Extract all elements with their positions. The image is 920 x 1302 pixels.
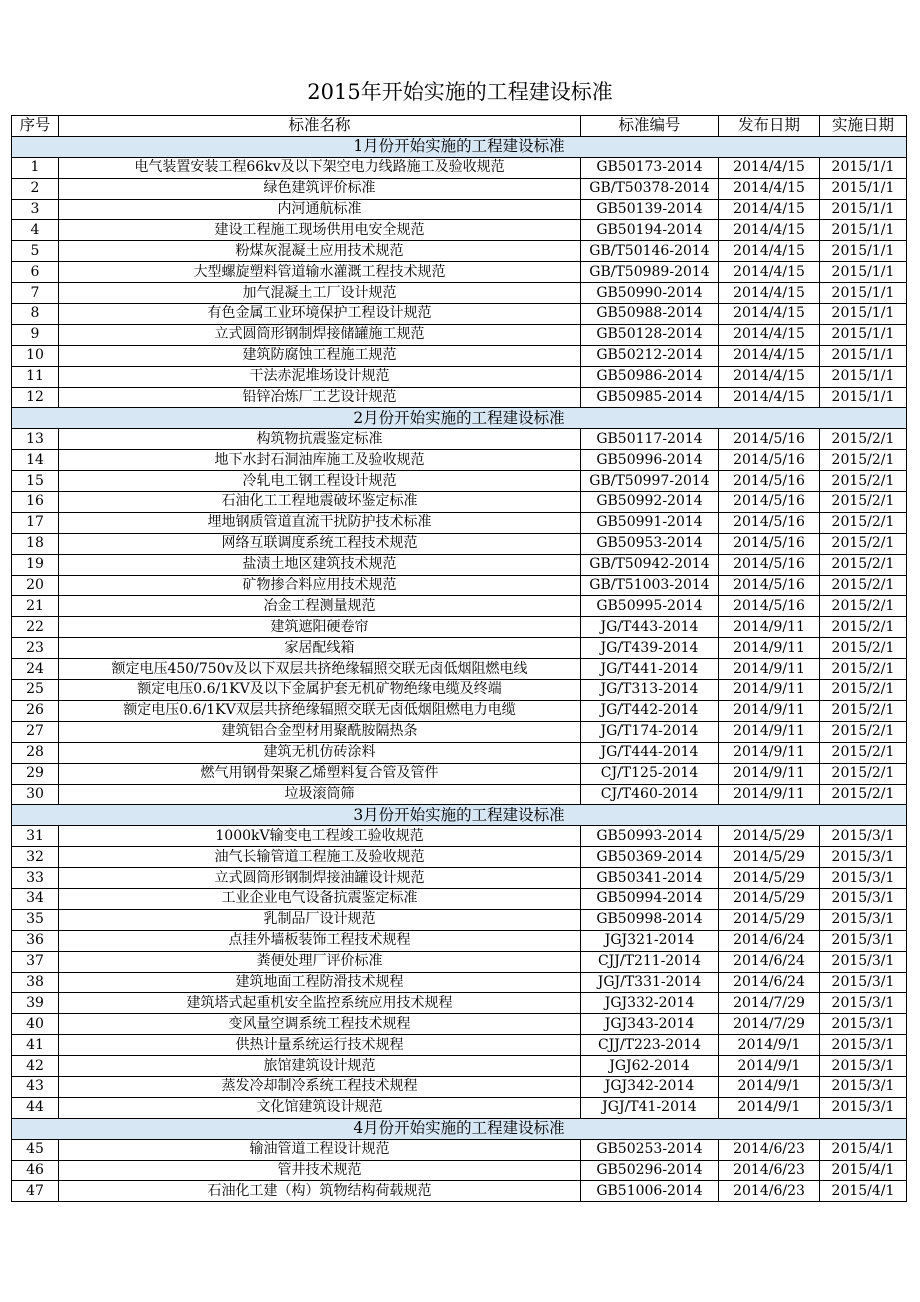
code-cell: CJJ/T223-2014 xyxy=(581,1035,719,1056)
effective-date-cell: 2015/3/1 xyxy=(820,1035,907,1056)
name-cell: 工业企业电气设备抗震鉴定标准 xyxy=(59,888,581,909)
serial-cell: 6 xyxy=(12,262,59,283)
code-cell: GB50991-2014 xyxy=(581,512,719,533)
code-cell: GB50194-2014 xyxy=(581,220,719,241)
effective-date-cell: 2015/2/1 xyxy=(820,680,907,701)
publish-date-cell: 2014/9/11 xyxy=(719,721,820,742)
serial-cell: 37 xyxy=(12,951,59,972)
section-header-row xyxy=(12,1118,907,1139)
code-cell: GB/T50146-2014 xyxy=(581,241,719,262)
name-cell: 粪便处理厂评价标准 xyxy=(59,951,581,972)
effective-date-cell: 2015/3/1 xyxy=(820,1056,907,1077)
serial-cell: 28 xyxy=(12,742,59,763)
effective-date-cell: 2015/1/1 xyxy=(820,387,907,408)
name-cell: 构筑物抗震鉴定标准 xyxy=(59,429,581,450)
code-cell: JGJ342-2014 xyxy=(581,1076,719,1097)
publish-date-cell: 2014/9/1 xyxy=(719,1035,820,1056)
name-cell: 额定电压450/750v及以下双层共挤绝缘辐照交联无卤低烟阻燃电线 xyxy=(59,659,581,680)
table-row xyxy=(12,638,907,659)
table-row xyxy=(12,1097,907,1118)
code-cell: GB/T50997-2014 xyxy=(581,471,719,492)
effective-date-cell: 2015/3/1 xyxy=(820,993,907,1014)
header-name: 标准名称 xyxy=(59,116,581,137)
effective-date-cell: 2015/3/1 xyxy=(820,930,907,951)
table-row xyxy=(12,1076,907,1097)
effective-date-cell: 2015/2/1 xyxy=(820,700,907,721)
publish-date-cell: 2014/5/16 xyxy=(719,533,820,554)
table-row xyxy=(12,888,907,909)
name-cell: 盐渍土地区建筑技术规范 xyxy=(59,554,581,575)
name-cell: 矿物掺合料应用技术规范 xyxy=(59,575,581,596)
name-cell: 点挂外墙板装饰工程技术规程 xyxy=(59,930,581,951)
table-row xyxy=(12,262,907,283)
table-row xyxy=(12,1056,907,1077)
header-serial: 序号 xyxy=(12,116,59,137)
effective-date-cell: 2015/3/1 xyxy=(820,888,907,909)
serial-cell: 43 xyxy=(12,1076,59,1097)
code-cell: JG/T442-2014 xyxy=(581,700,719,721)
publish-date-cell: 2014/5/16 xyxy=(719,492,820,513)
name-cell: 粉煤灰混凝土应用技术规范 xyxy=(59,241,581,262)
effective-date-cell: 2015/2/1 xyxy=(820,429,907,450)
name-cell: 额定电压0.6/1KV及以下金属护套无机矿物绝缘电缆及终端 xyxy=(59,680,581,701)
code-cell: JG/T441-2014 xyxy=(581,659,719,680)
table-row xyxy=(12,304,907,325)
serial-cell: 29 xyxy=(12,763,59,784)
table-row xyxy=(12,178,907,199)
code-cell: JGJ/T331-2014 xyxy=(581,972,719,993)
publish-date-cell: 2014/6/24 xyxy=(719,972,820,993)
code-cell: GB50369-2014 xyxy=(581,847,719,868)
serial-cell: 44 xyxy=(12,1097,59,1118)
name-cell: 建筑塔式起重机安全监控系统应用技术规程 xyxy=(59,993,581,1014)
name-cell: 建设工程施工现场供用电安全规范 xyxy=(59,220,581,241)
effective-date-cell: 2015/3/1 xyxy=(820,868,907,889)
code-cell: JGJ332-2014 xyxy=(581,993,719,1014)
effective-date-cell: 2015/1/1 xyxy=(820,199,907,220)
code-cell: GB50996-2014 xyxy=(581,450,719,471)
table-row xyxy=(12,909,907,930)
section-title: 3月份开始实施的工程建设标准 xyxy=(12,805,907,826)
section-title: 4月份开始实施的工程建设标准 xyxy=(12,1118,907,1139)
serial-cell: 4 xyxy=(12,220,59,241)
code-cell: GB/T50942-2014 xyxy=(581,554,719,575)
publish-date-cell: 2014/4/15 xyxy=(719,387,820,408)
serial-cell: 18 xyxy=(12,533,59,554)
code-cell: JG/T444-2014 xyxy=(581,742,719,763)
publish-date-cell: 2014/9/11 xyxy=(719,763,820,784)
publish-date-cell: 2014/6/23 xyxy=(719,1160,820,1181)
table-row xyxy=(12,659,907,680)
publish-date-cell: 2014/5/29 xyxy=(719,868,820,889)
publish-date-cell: 2014/5/29 xyxy=(719,909,820,930)
serial-cell: 20 xyxy=(12,575,59,596)
table-row xyxy=(12,763,907,784)
code-cell: JGJ/T41-2014 xyxy=(581,1097,719,1118)
serial-cell: 38 xyxy=(12,972,59,993)
effective-date-cell: 2015/2/1 xyxy=(820,784,907,805)
code-cell: GB50341-2014 xyxy=(581,868,719,889)
publish-date-cell: 2014/6/23 xyxy=(719,1139,820,1160)
code-cell: GB50128-2014 xyxy=(581,324,719,345)
effective-date-cell: 2015/1/1 xyxy=(820,241,907,262)
code-cell: JG/T439-2014 xyxy=(581,638,719,659)
name-cell: 石油化工工程地震破坏鉴定标准 xyxy=(59,492,581,513)
publish-date-cell: 2014/9/11 xyxy=(719,680,820,701)
serial-cell: 2 xyxy=(12,178,59,199)
effective-date-cell: 2015/2/1 xyxy=(820,492,907,513)
effective-date-cell: 2015/1/1 xyxy=(820,324,907,345)
name-cell: 建筑铝合金型材用聚酰胺隔热条 xyxy=(59,721,581,742)
serial-cell: 21 xyxy=(12,596,59,617)
effective-date-cell: 2015/2/1 xyxy=(820,596,907,617)
table-row xyxy=(12,324,907,345)
effective-date-cell: 2015/3/1 xyxy=(820,909,907,930)
table-row xyxy=(12,157,907,178)
table-row xyxy=(12,241,907,262)
name-cell: 供热计量系统运行技术规程 xyxy=(59,1035,581,1056)
name-cell: 输油管道工程设计规范 xyxy=(59,1139,581,1160)
effective-date-cell: 2015/4/1 xyxy=(820,1181,907,1202)
table-row xyxy=(12,387,907,408)
code-cell: JG/T313-2014 xyxy=(581,680,719,701)
name-cell: 建筑地面工程防滑技术规程 xyxy=(59,972,581,993)
effective-date-cell: 2015/4/1 xyxy=(820,1139,907,1160)
serial-cell: 34 xyxy=(12,888,59,909)
code-cell: GB51006-2014 xyxy=(581,1181,719,1202)
serial-cell: 30 xyxy=(12,784,59,805)
name-cell: 1000kV输变电工程竣工验收规范 xyxy=(59,826,581,847)
effective-date-cell: 2015/2/1 xyxy=(820,471,907,492)
publish-date-cell: 2014/9/11 xyxy=(719,638,820,659)
page-title: 2015年开始实施的工程建设标准 xyxy=(307,80,613,104)
serial-cell: 45 xyxy=(12,1139,59,1160)
code-cell: JGJ343-2014 xyxy=(581,1014,719,1035)
publish-date-cell: 2014/9/11 xyxy=(719,617,820,638)
effective-date-cell: 2015/1/1 xyxy=(820,157,907,178)
publish-date-cell: 2014/6/24 xyxy=(719,930,820,951)
effective-date-cell: 2015/4/1 xyxy=(820,1160,907,1181)
table-row xyxy=(12,951,907,972)
publish-date-cell: 2014/4/15 xyxy=(719,324,820,345)
publish-date-cell: 2014/4/15 xyxy=(719,262,820,283)
header-publish-date: 发布日期 xyxy=(719,116,820,137)
publish-date-cell: 2014/4/15 xyxy=(719,304,820,325)
table-row xyxy=(12,429,907,450)
serial-cell: 8 xyxy=(12,304,59,325)
name-cell: 建筑无机仿砖涂料 xyxy=(59,742,581,763)
section-title: 2月份开始实施的工程建设标准 xyxy=(12,408,907,429)
code-cell: JG/T443-2014 xyxy=(581,617,719,638)
publish-date-cell: 2014/5/29 xyxy=(719,847,820,868)
publish-date-cell: 2014/4/15 xyxy=(719,199,820,220)
header-code: 标准编号 xyxy=(581,116,719,137)
serial-cell: 7 xyxy=(12,283,59,304)
code-cell: GB/T51003-2014 xyxy=(581,575,719,596)
name-cell: 管井技术规范 xyxy=(59,1160,581,1181)
serial-cell: 31 xyxy=(12,826,59,847)
serial-cell: 23 xyxy=(12,638,59,659)
table-row xyxy=(12,1139,907,1160)
effective-date-cell: 2015/2/1 xyxy=(820,575,907,596)
code-cell: GB50988-2014 xyxy=(581,304,719,325)
serial-cell: 27 xyxy=(12,721,59,742)
code-cell: GB50139-2014 xyxy=(581,199,719,220)
effective-date-cell: 2015/2/1 xyxy=(820,638,907,659)
table-row xyxy=(12,575,907,596)
code-cell: GB50253-2014 xyxy=(581,1139,719,1160)
code-cell: GB/T50989-2014 xyxy=(581,262,719,283)
table-row xyxy=(12,930,907,951)
code-cell: GB50212-2014 xyxy=(581,345,719,366)
publish-date-cell: 2014/9/11 xyxy=(719,700,820,721)
publish-date-cell: 2014/9/11 xyxy=(719,659,820,680)
standards-table xyxy=(11,115,907,1202)
table-row xyxy=(12,345,907,366)
effective-date-cell: 2015/2/1 xyxy=(820,533,907,554)
publish-date-cell: 2014/4/15 xyxy=(719,220,820,241)
code-cell: GB50994-2014 xyxy=(581,888,719,909)
effective-date-cell: 2015/1/1 xyxy=(820,178,907,199)
serial-cell: 11 xyxy=(12,366,59,387)
code-cell: GB50990-2014 xyxy=(581,283,719,304)
publish-date-cell: 2014/5/29 xyxy=(719,826,820,847)
code-cell: GB50998-2014 xyxy=(581,909,719,930)
table-row xyxy=(12,847,907,868)
table-row xyxy=(12,784,907,805)
table-row xyxy=(12,868,907,889)
serial-cell: 13 xyxy=(12,429,59,450)
table-row xyxy=(12,1160,907,1181)
name-cell: 额定电压0.6/1KV双层共挤绝缘辐照交联无卤低烟阻燃电力电缆 xyxy=(59,700,581,721)
table-row xyxy=(12,1035,907,1056)
code-cell: GB50986-2014 xyxy=(581,366,719,387)
name-cell: 加气混凝土工厂设计规范 xyxy=(59,283,581,304)
name-cell: 变风量空调系统工程技术规程 xyxy=(59,1014,581,1035)
serial-cell: 24 xyxy=(12,659,59,680)
publish-date-cell: 2014/4/15 xyxy=(719,283,820,304)
serial-cell: 14 xyxy=(12,450,59,471)
name-cell: 旅馆建筑设计规范 xyxy=(59,1056,581,1077)
code-cell: GB50995-2014 xyxy=(581,596,719,617)
table-row xyxy=(12,554,907,575)
code-cell: JGJ62-2014 xyxy=(581,1056,719,1077)
name-cell: 家居配线箱 xyxy=(59,638,581,659)
table-row xyxy=(12,450,907,471)
serial-cell: 5 xyxy=(12,241,59,262)
publish-date-cell: 2014/5/16 xyxy=(719,596,820,617)
publish-date-cell: 2014/4/15 xyxy=(719,157,820,178)
name-cell: 蒸发冷却制冷系统工程技术规程 xyxy=(59,1076,581,1097)
serial-cell: 3 xyxy=(12,199,59,220)
publish-date-cell: 2014/5/16 xyxy=(719,429,820,450)
serial-cell: 22 xyxy=(12,617,59,638)
publish-date-cell: 2014/5/16 xyxy=(719,450,820,471)
section-header-row xyxy=(12,805,907,826)
table-row xyxy=(12,471,907,492)
effective-date-cell: 2015/2/1 xyxy=(820,742,907,763)
table-row xyxy=(12,492,907,513)
effective-date-cell: 2015/1/1 xyxy=(820,345,907,366)
name-cell: 建筑防腐蚀工程施工规范 xyxy=(59,345,581,366)
publish-date-cell: 2014/4/15 xyxy=(719,345,820,366)
publish-date-cell: 2014/6/23 xyxy=(719,1181,820,1202)
serial-cell: 16 xyxy=(12,492,59,513)
effective-date-cell: 2015/1/1 xyxy=(820,262,907,283)
code-cell: CJ/T460-2014 xyxy=(581,784,719,805)
serial-cell: 40 xyxy=(12,1014,59,1035)
name-cell: 文化馆建筑设计规范 xyxy=(59,1097,581,1118)
table-row xyxy=(12,283,907,304)
code-cell: GB50985-2014 xyxy=(581,387,719,408)
table-row xyxy=(12,220,907,241)
effective-date-cell: 2015/3/1 xyxy=(820,826,907,847)
publish-date-cell: 2014/9/1 xyxy=(719,1097,820,1118)
serial-cell: 25 xyxy=(12,680,59,701)
effective-date-cell: 2015/2/1 xyxy=(820,763,907,784)
code-cell: GB/T50378-2014 xyxy=(581,178,719,199)
name-cell: 冷轧电工钢工程设计规范 xyxy=(59,471,581,492)
table-row xyxy=(12,1181,907,1202)
serial-cell: 10 xyxy=(12,345,59,366)
name-cell: 电气装置安装工程66kv及以下架空电力线路施工及验收规范 xyxy=(59,157,581,178)
effective-date-cell: 2015/2/1 xyxy=(820,554,907,575)
name-cell: 燃气用钢骨架聚乙烯塑料复合管及管件 xyxy=(59,763,581,784)
serial-cell: 12 xyxy=(12,387,59,408)
code-cell: GB50296-2014 xyxy=(581,1160,719,1181)
serial-cell: 32 xyxy=(12,847,59,868)
name-cell: 干法赤泥堆场设计规范 xyxy=(59,366,581,387)
effective-date-cell: 2015/3/1 xyxy=(820,1014,907,1035)
effective-date-cell: 2015/2/1 xyxy=(820,512,907,533)
publish-date-cell: 2014/4/15 xyxy=(719,178,820,199)
code-cell: CJ/T125-2014 xyxy=(581,763,719,784)
publish-date-cell: 2014/4/15 xyxy=(719,241,820,262)
effective-date-cell: 2015/3/1 xyxy=(820,847,907,868)
table-row xyxy=(12,700,907,721)
effective-date-cell: 2015/1/1 xyxy=(820,220,907,241)
name-cell: 内河通航标准 xyxy=(59,199,581,220)
header-row xyxy=(12,116,907,137)
code-cell: JG/T174-2014 xyxy=(581,721,719,742)
code-cell: GB50992-2014 xyxy=(581,492,719,513)
code-cell: GB50993-2014 xyxy=(581,826,719,847)
publish-date-cell: 2014/7/29 xyxy=(719,1014,820,1035)
effective-date-cell: 2015/3/1 xyxy=(820,1076,907,1097)
serial-cell: 1 xyxy=(12,157,59,178)
table-row xyxy=(12,199,907,220)
publish-date-cell: 2014/7/29 xyxy=(719,993,820,1014)
effective-date-cell: 2015/2/1 xyxy=(820,617,907,638)
publish-date-cell: 2014/6/24 xyxy=(719,951,820,972)
table-row xyxy=(12,533,907,554)
section-title: 1月份开始实施的工程建设标准 xyxy=(12,136,907,157)
effective-date-cell: 2015/1/1 xyxy=(820,304,907,325)
name-cell: 石油化工建（构）筑物结构荷载规范 xyxy=(59,1181,581,1202)
name-cell: 建筑遮阳硬卷帘 xyxy=(59,617,581,638)
name-cell: 地下水封石洞油库施工及验收规范 xyxy=(59,450,581,471)
effective-date-cell: 2015/3/1 xyxy=(820,972,907,993)
code-cell: JGJ321-2014 xyxy=(581,930,719,951)
table-row xyxy=(12,680,907,701)
header-effective-date: 实施日期 xyxy=(820,116,907,137)
table-row xyxy=(12,826,907,847)
code-cell: CJJ/T211-2014 xyxy=(581,951,719,972)
name-cell: 铅锌冶炼厂工艺设计规范 xyxy=(59,387,581,408)
name-cell: 冶金工程测量规范 xyxy=(59,596,581,617)
name-cell: 立式圆筒形钢制焊接储罐施工规范 xyxy=(59,324,581,345)
table-row xyxy=(12,721,907,742)
serial-cell: 42 xyxy=(12,1056,59,1077)
table-row xyxy=(12,742,907,763)
publish-date-cell: 2014/5/16 xyxy=(719,471,820,492)
table-row xyxy=(12,993,907,1014)
name-cell: 油气长输管道工程施工及验收规范 xyxy=(59,847,581,868)
table-body xyxy=(12,136,907,1201)
name-cell: 埋地钢质管道直流干扰防护技术标准 xyxy=(59,512,581,533)
table-row xyxy=(12,366,907,387)
table-row xyxy=(12,617,907,638)
publish-date-cell: 2014/9/11 xyxy=(719,742,820,763)
effective-date-cell: 2015/3/1 xyxy=(820,1097,907,1118)
effective-date-cell: 2015/2/1 xyxy=(820,721,907,742)
publish-date-cell: 2014/9/1 xyxy=(719,1076,820,1097)
table-row xyxy=(12,512,907,533)
serial-cell: 46 xyxy=(12,1160,59,1181)
serial-cell: 41 xyxy=(12,1035,59,1056)
publish-date-cell: 2014/9/11 xyxy=(719,784,820,805)
publish-date-cell: 2014/5/16 xyxy=(719,575,820,596)
serial-cell: 33 xyxy=(12,868,59,889)
serial-cell: 9 xyxy=(12,324,59,345)
effective-date-cell: 2015/2/1 xyxy=(820,659,907,680)
serial-cell: 47 xyxy=(12,1181,59,1202)
name-cell: 垃圾滚筒筛 xyxy=(59,784,581,805)
code-cell: GB50173-2014 xyxy=(581,157,719,178)
name-cell: 大型螺旋塑料管道输水灌溉工程技术规范 xyxy=(59,262,581,283)
serial-cell: 17 xyxy=(12,512,59,533)
section-header-row xyxy=(12,408,907,429)
name-cell: 乳制品厂设计规范 xyxy=(59,909,581,930)
name-cell: 网络互联调度系统工程技术规范 xyxy=(59,533,581,554)
serial-cell: 19 xyxy=(12,554,59,575)
code-cell: GB50117-2014 xyxy=(581,429,719,450)
serial-cell: 39 xyxy=(12,993,59,1014)
serial-cell: 26 xyxy=(12,700,59,721)
publish-date-cell: 2014/5/16 xyxy=(719,512,820,533)
effective-date-cell: 2015/3/1 xyxy=(820,951,907,972)
serial-cell: 35 xyxy=(12,909,59,930)
effective-date-cell: 2015/2/1 xyxy=(820,450,907,471)
code-cell: GB50953-2014 xyxy=(581,533,719,554)
name-cell: 有色金属工业环境保护工程设计规范 xyxy=(59,304,581,325)
name-cell: 立式圆筒形钢制焊接油罐设计规范 xyxy=(59,868,581,889)
table-row xyxy=(12,972,907,993)
publish-date-cell: 2014/4/15 xyxy=(719,366,820,387)
name-cell: 绿色建筑评价标准 xyxy=(59,178,581,199)
publish-date-cell: 2014/9/1 xyxy=(719,1056,820,1077)
effective-date-cell: 2015/1/1 xyxy=(820,366,907,387)
serial-cell: 15 xyxy=(12,471,59,492)
effective-date-cell: 2015/1/1 xyxy=(820,283,907,304)
table-row xyxy=(12,596,907,617)
section-header-row xyxy=(12,136,907,157)
table-row xyxy=(12,1014,907,1035)
publish-date-cell: 2014/5/16 xyxy=(719,554,820,575)
serial-cell: 36 xyxy=(12,930,59,951)
publish-date-cell: 2014/5/29 xyxy=(719,888,820,909)
